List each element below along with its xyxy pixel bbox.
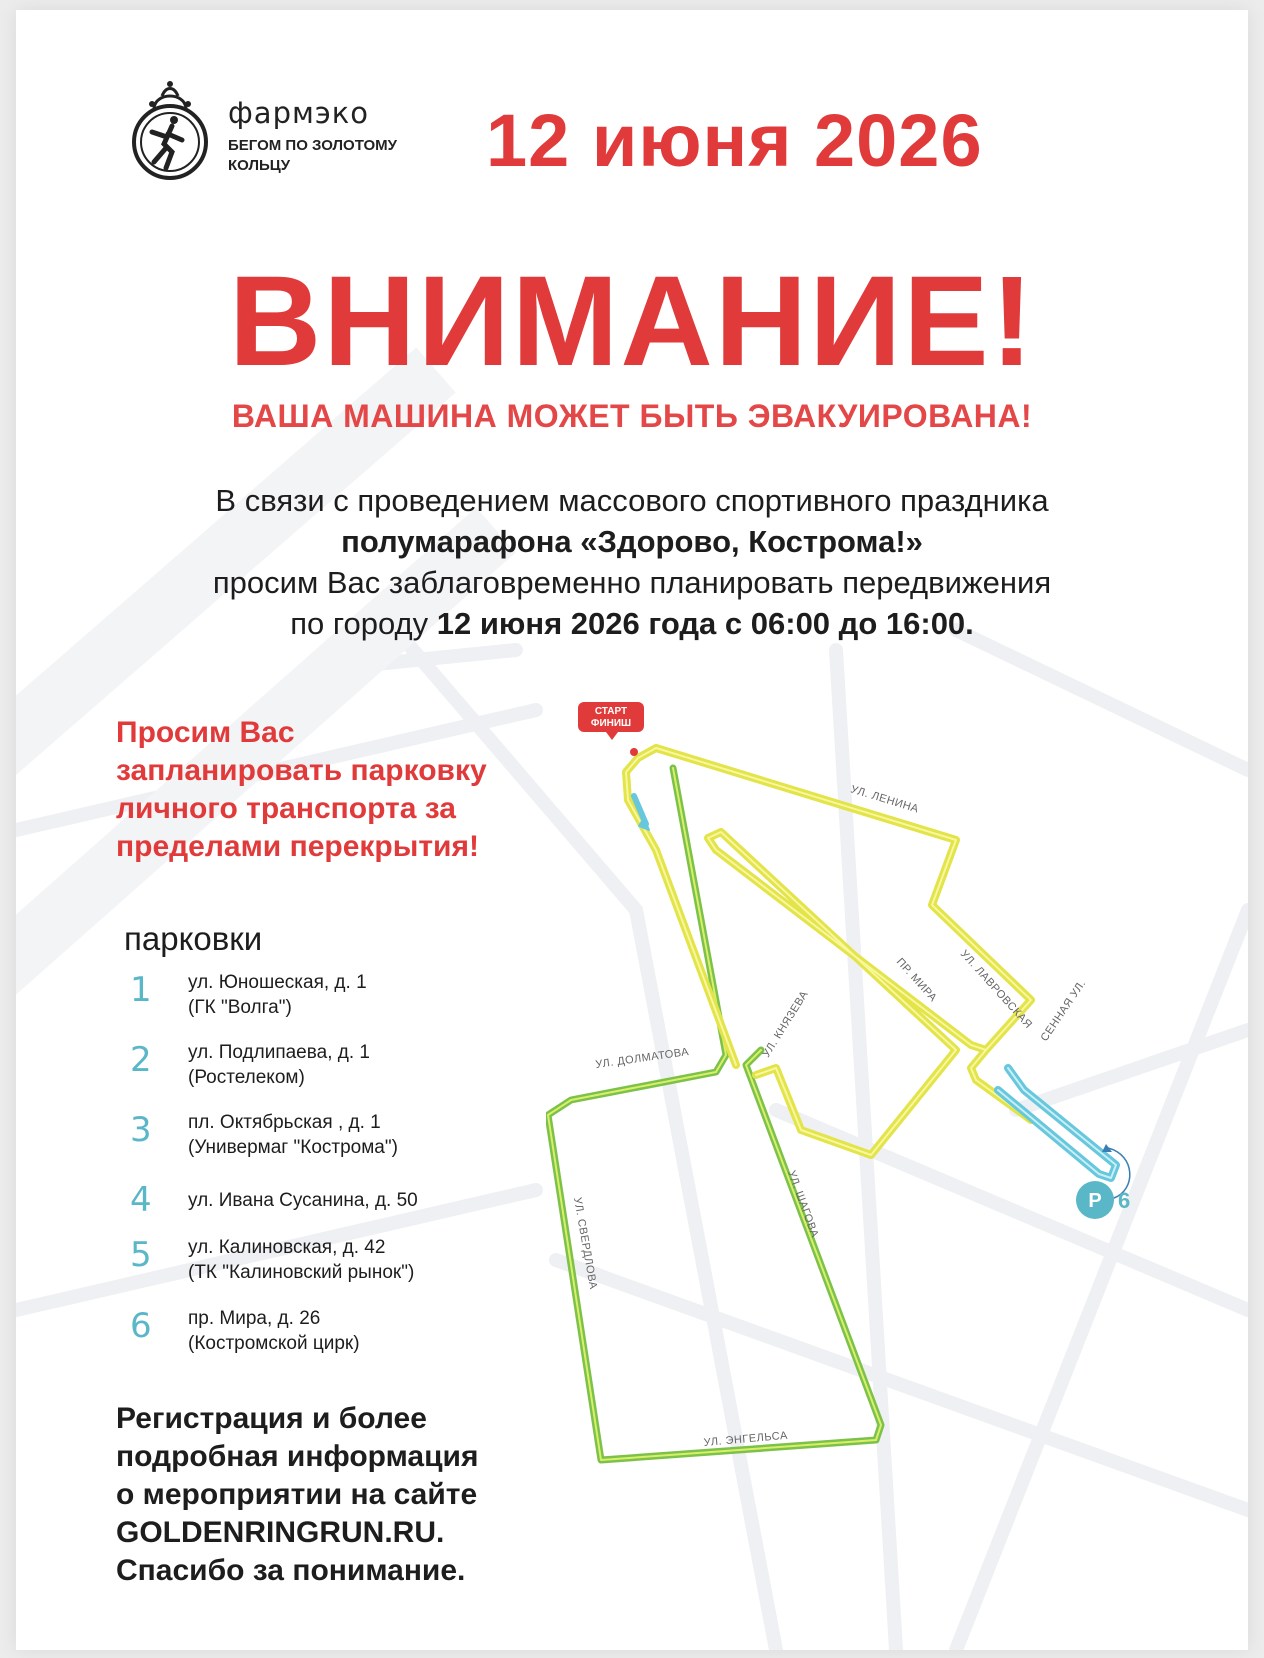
parking-number: 1 xyxy=(130,970,152,1010)
green-route xyxy=(548,768,881,1460)
parking-address-line1: пр. Мира, д. 26 xyxy=(188,1308,321,1329)
footer-line-3: о мероприятии на сайте xyxy=(116,1478,478,1511)
street-dolmatova: УЛ. ДОЛМАТОВА xyxy=(594,1045,690,1071)
parking-address-line2: (Ростелеком) xyxy=(188,1067,305,1088)
street-labels xyxy=(571,783,1088,1449)
street-lenina: УЛ. ЛЕНИНА xyxy=(849,783,921,816)
street-shagova: УЛ. ШАГОВА xyxy=(785,1168,821,1240)
parking-number: 3 xyxy=(130,1110,152,1150)
brand-subtitle xyxy=(228,136,428,176)
street-lavrovskaya: УЛ. ЛАВРОВСКАЯ xyxy=(957,947,1035,1032)
parking-letter: P xyxy=(1088,1190,1102,1212)
street-senaya: СЕННАЯ УЛ. xyxy=(1038,977,1089,1044)
street-mira: ПР. МИРА xyxy=(893,955,940,1005)
parking-address-line2: (ГК "Волга") xyxy=(188,997,292,1018)
parking-address-line1: ул. Подлипаева, д. 1 xyxy=(188,1042,370,1063)
brand-subtitle-line1: БЕГОМ ПО ЗОЛОТОМУ xyxy=(228,137,398,154)
start-label: СТАРТ xyxy=(594,706,628,717)
parking-6-marker xyxy=(1076,1181,1130,1219)
event-date-heading: 12 июня 2026 xyxy=(486,99,983,182)
brand-name: фармэко xyxy=(228,96,370,130)
logo xyxy=(128,74,428,190)
finish-label: ФИНИШ xyxy=(590,718,632,729)
parking-address xyxy=(188,1306,360,1356)
intro-line-2 xyxy=(16,521,1248,562)
parking-address-line1: ул. Ивана Сусанина, д. 50 xyxy=(188,1190,418,1211)
flyer-sheet xyxy=(16,10,1248,1650)
parking-list-title: парковки xyxy=(124,920,263,957)
parking-address-line2: (ТК "Калиновский рынок") xyxy=(188,1262,415,1283)
parking-address xyxy=(188,1040,370,1090)
attention-title: ВНИМАНИЕ! xyxy=(228,250,1036,393)
parking-plan-request xyxy=(116,714,576,866)
intro-line-3: просим Вас заблаговременно планировать передвижения xyxy=(212,565,1052,600)
parking-plan-line-3: личного транспорта за xyxy=(116,792,456,825)
parking-address-line1: ул. Юношеская, д. 1 xyxy=(188,972,367,993)
brand-subtitle-line2: КОЛЬЦУ xyxy=(228,157,291,174)
tow-warning: ВАША МАШИНА МОЖЕТ БЫТЬ ЭВАКУИРОВАНА! xyxy=(231,398,1033,434)
closure-time: 12 июня 2026 года с 06:00 до 16:00. xyxy=(436,606,974,641)
footer-info xyxy=(116,1400,596,1590)
intro-text xyxy=(16,480,1248,644)
parking-plan-line-4: пределами перекрытия! xyxy=(116,830,479,863)
street-sverdlova: УЛ. СВЕРДЛОВА xyxy=(571,1196,600,1291)
parking-address-line2: (Костромской цирк) xyxy=(188,1333,360,1354)
parking-address xyxy=(188,1110,398,1160)
parking-address xyxy=(188,1188,418,1213)
parking-address-line2: (Универмаг "Кострома") xyxy=(188,1137,398,1158)
parking-number: 6 xyxy=(130,1306,152,1346)
intro-line-4-prefix: по городу xyxy=(290,606,437,641)
parking-number: 4 xyxy=(130,1180,152,1220)
footer-line-2: подробная информация xyxy=(116,1440,479,1473)
footer-line-1: Регистрация и более xyxy=(116,1402,427,1435)
parking-number-label: 6 xyxy=(1118,1188,1131,1213)
parking-number: 5 xyxy=(130,1235,152,1275)
parking-plan-line-1: Просим Вас xyxy=(116,716,295,749)
start-finish-marker xyxy=(578,702,644,756)
website-url: GOLDENRINGRUN.RU. xyxy=(116,1516,445,1549)
footer-thanks: Спасибо за понимание. xyxy=(116,1554,466,1587)
parking-address xyxy=(188,970,367,1020)
parking-number: 2 xyxy=(130,1040,152,1080)
intro-line-4 xyxy=(16,603,1248,644)
parking-address-line1: ул. Калиновская, д. 42 xyxy=(188,1237,386,1258)
street-engelsa: УЛ. ЭНГЕЛЬСА xyxy=(703,1429,789,1449)
route-map xyxy=(546,700,1166,1530)
runner-emblem-icon xyxy=(128,74,218,190)
parking-address xyxy=(188,1235,414,1285)
parking-address-line1: пл. Октябрьская , д. 1 xyxy=(188,1112,381,1133)
street-knyazeva: УЛ. КНЯЗЕВА xyxy=(760,988,811,1060)
intro-line-1: В связи с проведением массового спортивного праздника xyxy=(215,483,1049,518)
parking-plan-line-2: запланировать парковку xyxy=(116,754,487,787)
event-name: полумарафона «Здорово, Кострома!» xyxy=(341,524,923,559)
